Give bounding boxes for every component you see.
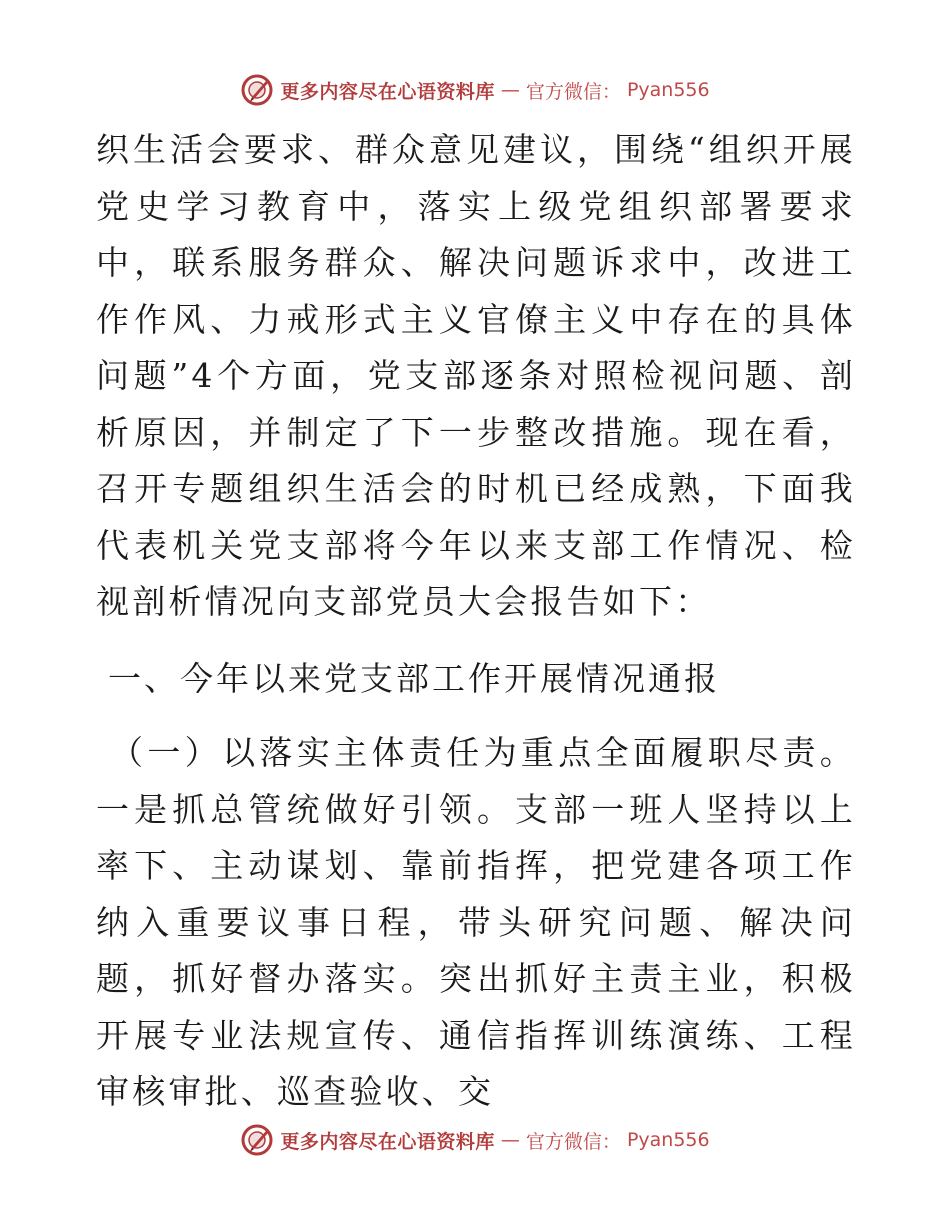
section-heading: 一、今年以来党支部工作开展情况通报 [108,658,720,698]
page-footer-watermark [0,1122,950,1158]
page-header-watermark [0,72,950,108]
document-body [96,122,856,1121]
separator: — [500,1129,520,1151]
paragraph-1: 织生活会要求、群众意见建议，围绕“组织开展党史学习教育中，落实上级党组织部署要求中，联系服务群众、解决问题诉求中，改进工作作风、力戒形式主义官僚主义中存在的具体问题”4个方面，党支部逐条对照检视问题、剖析原因，并制定了下一步整改措施。现在看，召开专题组织生活会的时机已经成熟，下面我代表机关党支部将今年以来支部工作情况、检视剖析情况向支部党员大会报告如下： [96,130,856,621]
brand-text: 更多内容尽在心语资料库 [280,80,495,103]
pen-logo-icon [240,1123,274,1157]
wechat-label: 官方微信： [525,1130,621,1153]
pen-logo-icon [240,73,274,107]
wechat-id: Pyan556 [626,1129,710,1151]
brand-text: 更多内容尽在心语资料库 [280,1130,495,1153]
wechat-label: 官方微信： [525,80,621,103]
wechat-id: Pyan556 [626,79,710,101]
separator: — [500,79,520,101]
paragraph-2: （一）以落实主体责任为重点全面履职尽责。一是抓总管统做好引领。支部一班人坚持以上率下、主动谋划、靠前指挥，把党建各项工作纳入重要议事日程，带头研究问题、解决问题，抓好督办落实。突出抓好主责主业，积极开展专业法规宣传、通信指挥训练演练、工程审核审批、巡查验收、交 [96,733,856,1111]
